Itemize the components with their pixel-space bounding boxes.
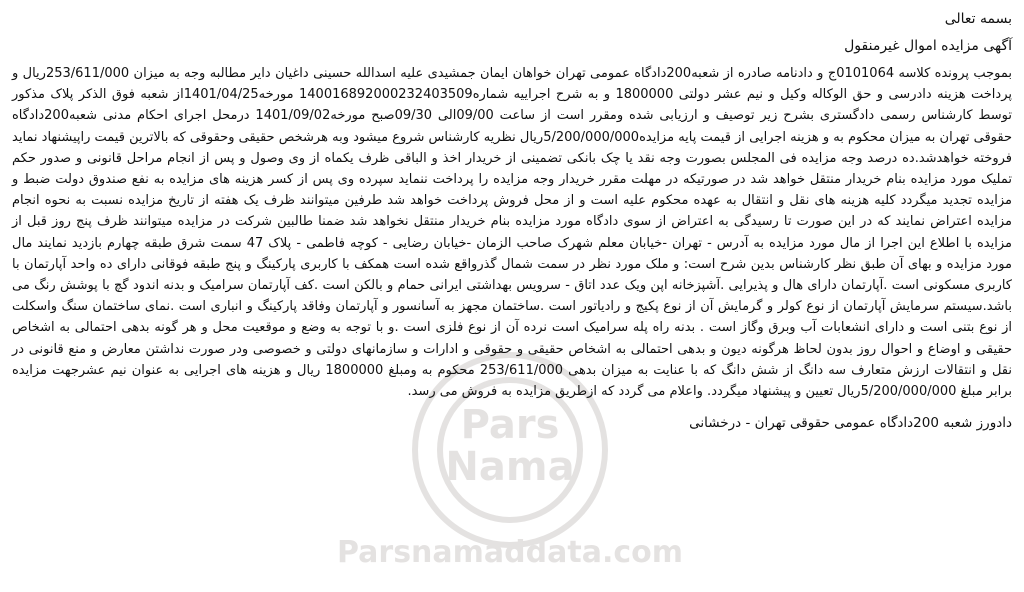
- document-heading: بسمه تعالی: [944, 11, 1012, 27]
- document-signature: دادورز شعبه 200دادگاه عمومی حقوقی تهران - درخشانی: [689, 415, 1012, 432]
- document-title: آگهی مزایده اموال غیرمنقول: [844, 38, 1012, 54]
- watermark-line-2: Nama: [445, 444, 575, 490]
- auction-notice: [12, 8, 1012, 434]
- watermark-line-3: Parsnamaddata.com: [336, 535, 684, 570]
- watermark-line-1: Pars: [460, 402, 560, 448]
- document-body: بموجب پرونده کلاسه 0101064ج و دادنامه صادره از شعبه200دادگاه عمومی تهران خواهان ایمان جمشیدی علیه اسدالله حسینی داغیان دایر مطالبه وجه به میزان 253/611/000ریال و پرداخت هزینه دادرسی و حق الوکاله وکیل و نیم عشر دولتی 1800000 و به شرح اجراییه شماره140016892000232403509 مورخه1401/04/25از شعبه فوق الذکر پلاک مذکور توسط کارشناس رسمی دادگستری بشرح زیر توصیف و ارزیابی شده ومقرر است از ساعت 09/00الی 09/30صبح مورخه1401/09/02 درمحل اجرای احکام مدنی شعبه200دادگاه حقوقی تهران به میزان محکوم به و هزینه اجرایی از قیمت پایه مزایده5/200/000/000ریال نظریه کارشناس شروع میشود وبه هرشخص حقیقی وحقوقی که بالاترین قیمت راپیشنهاد نماید فروخته خواهدشد.ده درصد وجه مزایده فی المجلس بصورت وجه نقد یا چک بانکی تضمینی از خریدار اخذ و الباقی ظرف یکماه از وی وصول و پس از انجام مراحل قانونی و صدور حکم تملیک مورد مزایده بنام خریدار منتقل خواهد شد در صورتیکه در مهلت مقرر خریدار وجه مزایده را پرداخت ننماید سپرده وی پس از کسر هزینه های مزایده به نفع صندوق دولت ضبط و مزایده تجدید میگردد کلیه هزینه های نقل و انتقال به عهده محکوم علیه است و از محل فروش پرداخت خواهد شد طرفین میتوانند ظرف یک هفته از تاریخ مزایده نسبت به نحوه انجام مزایده اعتراض نمایند که در این صورت تا رسیدگی به اعتراض از سوی دادگاه مورد مزایده بنام خریدار منتقل نخواهد شد ضمنا طالبین شرکت در مزایده میتوانند ظرف پنج روز قبل از مزایده با اطلاع این اجرا از مال مورد مزایده به آدرس - تهران -خیابان معلم شهرک صاحب الزمان -خیابان رضایی - کوچه فاطمی - پلاک 47 سمت شرق طبقه چهارم بازدید نمایند مال مورد مزایده و بهای آن طبق نظر کارشناس بدین شرح است: و ملک مورد نظر در سمت شمال گذرواقع شده است همکف با کاربری پارکینگ و پنج طبقه فوقانی دارای ده واحد آپارتمان با کاربری مسکونی است .آپارتمان دارای هال و پذیرایی .آشپزخانه اپن ویک عدد اتاق - سرویس بهداشتی ایرانی حمام و بالکن است .کف آپارتمان سرامیک و بدنه اندود گچ با پوشش رنگ می باشد.سیستم سرمایش آپارتمان از نوع کولر و گرمایش آن از نوع پکیج و رادیاتور است .ساختمان مجهز به آسانسور و آپارتمان وفاقد پارکینگ و انباری است .نمای ساختمان سنگ واسکلت از نوع بتنی است و دارای انشعابات آب وبرق وگاز است . بدنه راه پله سرامیک است نرده آن از نوع فلزی است .و با توجه به وضع و موقعیت محل و هر گونه بدهی احتمالی به اشخاص حقیقی و اوضاع و احوال روز بدون لحاظ هرگونه دیون و بدهی احتمالی به اشخاص حقیقی و حقوقی و ادارات و سازمانهای دولتی و خصوصی ودر صورت نداشتن معارض و منع قانونی در نقل و انتقالات ارزش متعارف سه دانگ از شش دانگ که با عنایت به میزان بدهی 253/611/000 محکوم به ومبلغ 1800000 ریال و هزینه های اجرایی به عنوان نیم عشرجهت مزایده برابر مبلغ 5/200/000/000ریال تعیین و پیشنهاد میگردد. واعلام می گردد که ازطریق مزایده به فروش می رسد.: [12, 66, 1012, 400]
